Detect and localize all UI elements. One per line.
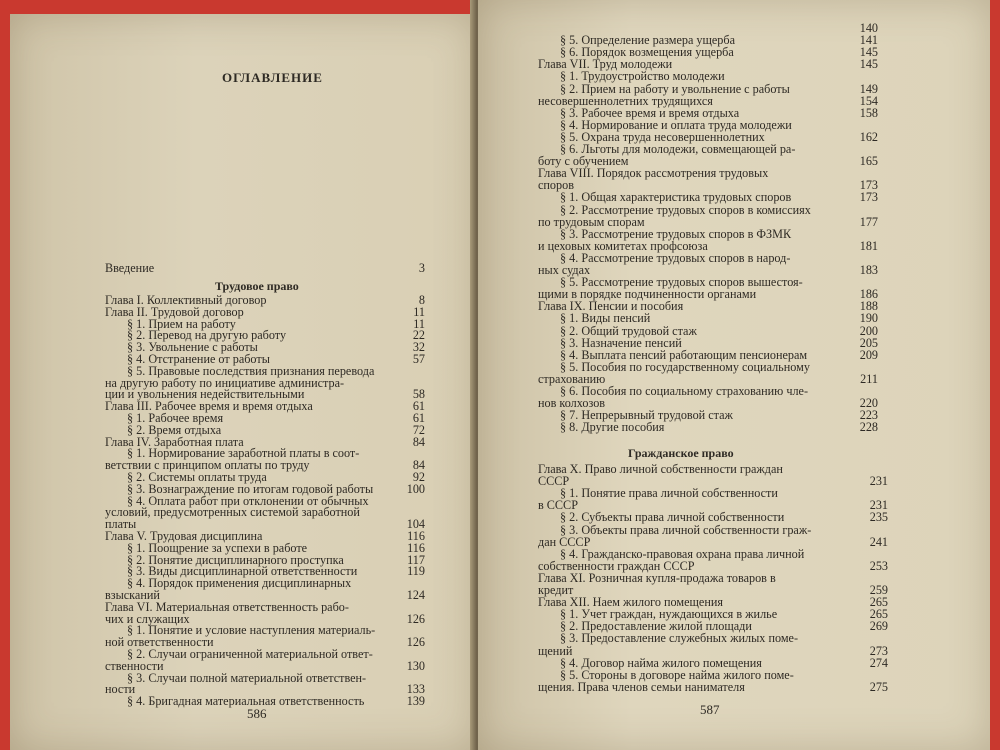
toc-entry-title: § 4. Отстранение от работы bbox=[127, 352, 270, 366]
toc-entry-title: ственности bbox=[105, 658, 164, 673]
toc-entry-page: 126 bbox=[406, 611, 425, 626]
toc-entry-page: 173 bbox=[859, 190, 878, 205]
toc-entry-title: § 4. Договор найма жилого помещения bbox=[560, 655, 762, 670]
toc-entry-title: ветствии с принципом оплаты по труду bbox=[105, 458, 310, 473]
toc-entry-page: 141 bbox=[859, 33, 878, 48]
toc-entry-title: Глава X. Право личной собственности граждан bbox=[538, 462, 783, 476]
toc-entry bbox=[538, 632, 888, 644]
toc-entry-title: § 2. Общий трудовой стаж bbox=[560, 323, 697, 338]
toc-entry-title: § 3. Рабочее время и время отдыха bbox=[560, 105, 740, 120]
toc-entry bbox=[538, 536, 888, 548]
toc-entry-title: § 6. Пособия по социальному страхованию чле- bbox=[560, 384, 808, 398]
toc-entry-title: § 1. Понятие и условие наступления материаль- bbox=[127, 623, 376, 638]
toc-entry-title: Введение bbox=[105, 261, 155, 275]
toc-entry-page: 265 bbox=[869, 595, 888, 610]
toc-entry-title: § 4. Нормирование и оплата труда молодежи bbox=[560, 117, 792, 132]
toc-entry bbox=[538, 511, 888, 523]
toc-entry-title: платы bbox=[105, 517, 137, 532]
toc-entry-title: Глава XI. Розничная купля-продажа товаров в bbox=[538, 570, 776, 585]
toc-entry-title: ной ответственности bbox=[105, 635, 214, 650]
toc-entry-title: § 5. Рассмотрение трудовых споров вышестоя- bbox=[560, 275, 803, 290]
toc-entry-title: Глава I. Коллективный договор bbox=[105, 293, 267, 307]
section-title-civil: Гражданское право bbox=[628, 446, 734, 460]
toc-entry-page: 173 bbox=[859, 178, 878, 193]
toc-entry-title: по трудовым спорам bbox=[538, 214, 645, 229]
toc-entry-title: § 1. Учет граждан, нуждающихся в жилье bbox=[560, 607, 778, 622]
toc-entry-page: 253 bbox=[869, 558, 888, 573]
toc-entry-title: § 2. Перевод на другую работу bbox=[127, 328, 287, 343]
toc-entry bbox=[538, 204, 878, 216]
section-title-labor: Трудовое право bbox=[215, 279, 299, 293]
toc-entry-page: 84 bbox=[412, 458, 425, 473]
toc-entry-title: Глава IV. Заработная плата bbox=[105, 434, 244, 449]
toc-entry bbox=[538, 463, 888, 475]
toc-entry-title: § 4. Рассмотрение трудовых споров в народ- bbox=[560, 250, 791, 265]
toc-entry-title: § 2. Рассмотрение трудовых споров в комиссиях bbox=[560, 202, 811, 217]
toc-entry bbox=[538, 312, 878, 324]
toc-entry-page: 200 bbox=[859, 323, 878, 338]
toc-entry-page: 273 bbox=[869, 643, 888, 658]
toc-entry-page: 154 bbox=[859, 93, 878, 108]
toc-entry-title: § 3. Случаи полной материальной ответствен- bbox=[127, 670, 367, 685]
toc-entry-title: § 1. Виды пенсий bbox=[560, 311, 651, 326]
toc-entry-title: § 2. Прием на работу и увольнение с работы bbox=[560, 81, 790, 96]
toc-entry bbox=[538, 325, 878, 337]
toc-entry-title: дан СССР bbox=[538, 534, 591, 549]
toc-entry bbox=[538, 524, 888, 536]
toc-entry-title: § 3. Назначение пенсий bbox=[560, 335, 682, 350]
toc-entry-page: 274 bbox=[869, 655, 888, 670]
toc-entry-title: Глава II. Трудовой договор bbox=[105, 304, 244, 319]
toc-entry-title: § 5. Охрана труда несовершеннолетних bbox=[560, 129, 765, 144]
toc-entry-title: § 2. Понятие дисциплинарного проступка bbox=[127, 552, 344, 567]
toc-entry-title: § 4. Выплата пенсий работающим пенсионерам bbox=[560, 347, 808, 362]
toc-entry-title: § 1. Поощрение за успехи в работе bbox=[127, 540, 308, 555]
toc-entry-title: § 3. Виды дисциплинарной ответственности bbox=[127, 564, 358, 579]
toc-entry-page: 145 bbox=[859, 45, 878, 60]
toc-entry-page: 162 bbox=[859, 129, 878, 144]
toc-entry-page: 190 bbox=[859, 311, 878, 326]
toc-entry-page: 104 bbox=[406, 517, 425, 532]
toc-entry-page: 130 bbox=[406, 658, 425, 673]
toc-entry-title: взысканий bbox=[105, 588, 160, 602]
toc-entry-title: Глава VIII. Порядок рассмотрения трудовых bbox=[538, 166, 769, 181]
toc-entry-page: 133 bbox=[406, 682, 425, 697]
toc-entry-title: § 3. Объекты права личной собственности граж- bbox=[560, 522, 812, 537]
page-number: 587 bbox=[700, 702, 720, 717]
left-page bbox=[10, 14, 475, 750]
toc-entry-title: § 1. Трудоустройство молодежи bbox=[560, 69, 725, 84]
toc-entry bbox=[538, 681, 888, 693]
toc-entry-page: 72 bbox=[412, 422, 425, 437]
toc-entry-title: ных судах bbox=[538, 263, 591, 277]
toc-entry-page: 269 bbox=[869, 619, 888, 634]
toc-entry-page: 231 bbox=[869, 474, 888, 489]
toc-entry-page: 231 bbox=[869, 498, 888, 513]
toc-entry-title: § 4. Гражданско-правовая охрана права личной bbox=[560, 546, 805, 561]
toc-entry-title: § 3. Рассмотрение трудовых споров в ФЗМК bbox=[560, 226, 792, 241]
toc-entry-title: ции и увольнения недействительными bbox=[105, 387, 305, 402]
toc-entry-title: § 3. Увольнение с работы bbox=[127, 340, 258, 355]
toc-entry-title: § 1. Рабочее время bbox=[127, 411, 224, 425]
toc-entry-title: § 1. Понятие права личной собственности bbox=[560, 486, 778, 501]
toc-entry-title: § 5. Пособия по государственному социальному bbox=[560, 359, 810, 374]
toc-entry-page: 140 bbox=[859, 21, 878, 35]
toc-entry-title: в СССР bbox=[538, 498, 578, 513]
toc-entry-title: СССР bbox=[538, 474, 570, 489]
toc-entry-page: 228 bbox=[859, 420, 878, 435]
toc-entry-title: ности bbox=[105, 682, 136, 697]
toc-entry bbox=[538, 70, 878, 82]
toc-entry-title: § 2. Субъекты права личной собственности bbox=[560, 510, 785, 525]
page-heading: ОГЛАВЛЕНИЕ bbox=[222, 70, 323, 85]
toc-entry-page: 275 bbox=[869, 679, 888, 694]
toc-entry bbox=[538, 216, 878, 228]
toc-entry-page: 177 bbox=[859, 214, 878, 229]
toc-entry-page: 205 bbox=[859, 335, 878, 350]
toc-entry-page: 117 bbox=[407, 552, 425, 567]
toc-entry-title: § 3. Предоставление служебных жилых поме- bbox=[560, 631, 799, 646]
toc-entry bbox=[538, 645, 888, 657]
toc-entry-page: 165 bbox=[859, 154, 878, 169]
toc-entry bbox=[105, 672, 425, 684]
toc-entry-page: 3 bbox=[418, 261, 425, 275]
toc-entry bbox=[538, 421, 878, 433]
toc-entry-page: 188 bbox=[859, 299, 878, 314]
toc-entry-title: на другую работу по инициативе администра- bbox=[105, 375, 345, 390]
toc-entry bbox=[538, 337, 878, 349]
toc-entry-title: страхованию bbox=[538, 371, 606, 386]
toc-entry-page: 139 bbox=[406, 694, 425, 709]
toc-entry-title: § 8. Другие пособия bbox=[560, 420, 665, 435]
toc-entry-title: несовершеннолетних трудящихся bbox=[538, 93, 713, 108]
toc-entry-title: § 2. Время отдыха bbox=[127, 422, 222, 437]
toc-entry-page: 126 bbox=[406, 635, 425, 650]
toc-entry-title: собственности граждан СССР bbox=[538, 558, 695, 573]
right-page bbox=[478, 0, 990, 750]
toc-entry-page: 32 bbox=[412, 340, 425, 355]
toc-entry-page: 100 bbox=[406, 481, 425, 496]
toc-entry-title: § 4. Бригадная материальная ответственность bbox=[127, 694, 365, 709]
toc-entry-page: 11 bbox=[413, 304, 425, 319]
toc-entry bbox=[538, 95, 878, 107]
toc-entry bbox=[538, 191, 878, 203]
toc-entry-page: 22 bbox=[412, 328, 425, 343]
toc-entry-title: § 1. Нормирование заработной платы в соот- bbox=[127, 446, 360, 461]
toc-entry-title: § 6. Порядок возмещения ущерба bbox=[560, 45, 734, 60]
toc-entry-title: Глава VII. Труд молодежи bbox=[538, 57, 673, 72]
toc-entry-title: щения. Права членов семьи нанимателя bbox=[538, 679, 745, 694]
toc-entry-page: 8 bbox=[418, 293, 425, 307]
toc-entry-title: § 6. Льготы для молодежи, совмещающей ра- bbox=[560, 142, 796, 156]
toc-entry-title: § 2. Случаи ограниченной материальной ответ- bbox=[127, 647, 373, 661]
toc-entry-page: 84 bbox=[412, 434, 425, 449]
toc-entry-title: § 7. Непрерывный трудовой стаж bbox=[560, 408, 733, 423]
toc-entry-page: 61 bbox=[412, 399, 425, 414]
toc-entry-page: 116 bbox=[407, 540, 425, 555]
toc-entry-title: § 1. Общая характеристика трудовых споров bbox=[560, 190, 792, 205]
toc-entry-title: чих и служащих bbox=[105, 611, 190, 626]
toc-entry-page: 241 bbox=[869, 534, 888, 549]
toc-entry bbox=[538, 657, 888, 669]
toc-entry-page: 223 bbox=[859, 408, 878, 423]
toc-entry-page: 158 bbox=[859, 105, 878, 120]
toc-entry-page: 235 bbox=[869, 510, 888, 525]
toc-entry-title: § 2. Предоставление жилой площади bbox=[560, 619, 752, 634]
toc-entry-title: Глава III. Рабочее время и время отдыха bbox=[105, 399, 313, 414]
toc-entry-page: 265 bbox=[869, 607, 888, 622]
toc-entry-page: 57 bbox=[412, 352, 425, 366]
toc-entry-title: боту с обучением bbox=[538, 154, 629, 169]
toc-entry-page: 211 bbox=[860, 371, 878, 386]
toc-entry bbox=[105, 506, 425, 518]
toc-entry-page: 183 bbox=[859, 263, 878, 277]
toc-entry-page: 11 bbox=[413, 316, 425, 331]
toc-entry bbox=[538, 572, 888, 584]
toc-entry-page: 116 bbox=[407, 529, 425, 543]
toc-entry-page: 209 bbox=[859, 347, 878, 362]
toc-entry-title: нов колхозов bbox=[538, 396, 606, 411]
toc-entry-page: 119 bbox=[407, 564, 425, 579]
toc-entry-title: § 4. Оплата работ при отклонении от обычных bbox=[127, 493, 369, 508]
toc-entry-page: 181 bbox=[859, 238, 878, 253]
toc-entry-title: споров bbox=[538, 178, 574, 193]
toc-entry bbox=[105, 262, 425, 274]
toc-entry bbox=[538, 487, 888, 499]
toc-entry-page: 58 bbox=[412, 387, 425, 402]
toc-entry-page: 186 bbox=[859, 287, 878, 302]
toc-entry-title: § 1. Прием на работу bbox=[127, 316, 236, 331]
toc-entry-title: Глава V. Трудовая дисциплина bbox=[105, 529, 263, 543]
toc-entry-page: 92 bbox=[412, 470, 425, 484]
toc-entry-title: щений bbox=[538, 643, 573, 658]
toc-entry-page: 149 bbox=[859, 81, 878, 96]
toc-entry-page: 124 bbox=[406, 588, 425, 602]
toc-entry-title: условий, предусмотренных системой заработной bbox=[105, 505, 360, 520]
toc-entry-page: 220 bbox=[859, 396, 878, 411]
toc-entry-page: 259 bbox=[869, 583, 888, 597]
toc-entry bbox=[538, 83, 878, 95]
toc-entry-title: кредит bbox=[538, 583, 574, 597]
toc-entry-title: и цеховых комитетах профсоюза bbox=[538, 238, 708, 253]
toc-entry-page: 61 bbox=[412, 411, 425, 425]
toc-entry bbox=[538, 167, 878, 179]
toc-entry-title: § 5. Правовые последствия признания перевода bbox=[127, 363, 375, 378]
toc-entry-title: Глава IX. Пенсии и пособия bbox=[538, 299, 684, 314]
toc-entry-title: § 4. Порядок применения дисциплинарных bbox=[127, 576, 352, 591]
toc-entry-title: Глава XII. Наем жилого помещения bbox=[538, 595, 723, 610]
page-number: 586 bbox=[247, 706, 267, 721]
toc-entry-title: Глава VI. Материальная ответственность рабо- bbox=[105, 599, 349, 614]
toc-entry-page: 145 bbox=[859, 57, 878, 72]
toc-entry-title: § 2. Системы оплаты труда bbox=[127, 470, 267, 484]
toc-entry-title: § 5. Стороны в договоре найма жилого поме- bbox=[560, 667, 794, 682]
toc-entry-title: § 5. Определение размера ущерба bbox=[560, 33, 736, 48]
toc-entry-title: щими в порядке подчиненности органами bbox=[538, 287, 757, 302]
toc-entry-title: § 3. Вознаграждение по итогам годовой работы bbox=[127, 481, 374, 496]
